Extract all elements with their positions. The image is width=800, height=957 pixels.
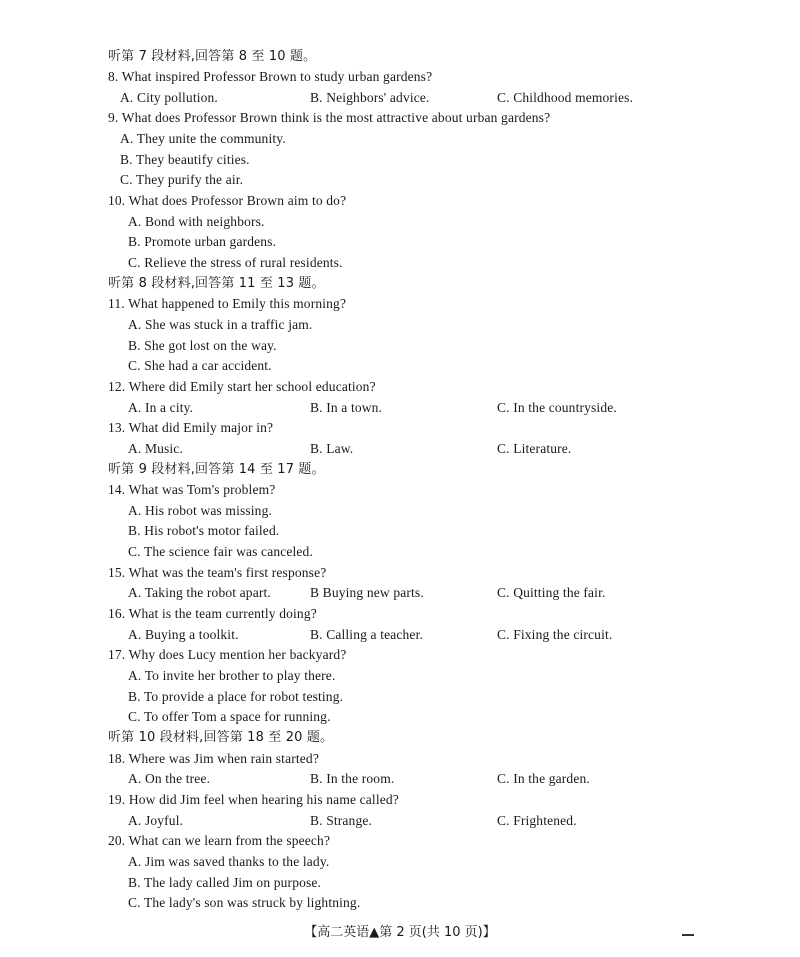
question-19-option-c: C. Frightened. xyxy=(497,813,577,828)
question-15-option-b: B Buying new parts. xyxy=(310,585,424,600)
question-20-option-a: A. Jim was saved thanks to the lady. xyxy=(128,854,330,869)
page-footer: 【高二英语▲第 2 页(共 10 页)】 xyxy=(304,925,496,940)
question-14-stem: 14. What was Tom's problem? xyxy=(108,482,276,497)
section-heading-8: 听第 8 段材料,回答第 11 至 13 题。 xyxy=(108,276,325,291)
question-13-option-b: B. Law. xyxy=(310,441,354,456)
question-10-option-b: B. Promote urban gardens. xyxy=(128,234,277,249)
question-13-option-c: C. Literature. xyxy=(497,441,572,456)
question-10-option-c: C. Relieve the stress of rural residents. xyxy=(128,255,343,270)
question-11-stem: 11. What happened to Emily this morning? xyxy=(108,296,347,311)
question-16-option-c: C. Fixing the circuit. xyxy=(497,627,613,642)
question-14-option-b: B. His robot's motor failed. xyxy=(128,523,280,538)
question-12-option-b: B. In a town. xyxy=(310,400,383,415)
question-10-stem: 10. What does Professor Brown aim to do? xyxy=(108,193,347,208)
question-17-option-c: C. To offer Tom a space for running. xyxy=(128,709,331,724)
question-20-option-c: C. The lady's son was struck by lightning. xyxy=(128,895,361,910)
question-15-option-a: A. Taking the robot apart. xyxy=(128,585,271,600)
question-17-option-b: B. To provide a place for robot testing. xyxy=(128,689,344,704)
question-16-option-b: B. Calling a teacher. xyxy=(310,627,423,642)
question-18-option-a: A. On the tree. xyxy=(128,771,211,786)
question-8-stem: 8. What inspired Professor Brown to study urban gardens? xyxy=(108,69,433,84)
question-17-stem: 17. Why does Lucy mention her backyard? xyxy=(108,647,347,662)
question-18-option-c: C. In the garden. xyxy=(497,771,590,786)
question-16-option-a: A. Buying a toolkit. xyxy=(128,627,239,642)
question-14-option-c: C. The science fair was canceled. xyxy=(128,544,313,559)
question-18-option-b: B. In the room. xyxy=(310,771,395,786)
question-8-option-c: C. Childhood memories. xyxy=(497,90,634,105)
question-19-option-a: A. Joyful. xyxy=(128,813,184,828)
question-11-option-b: B. She got lost on the way. xyxy=(128,338,277,353)
question-14-option-a: A. His robot was missing. xyxy=(128,503,273,518)
question-9-stem: 9. What does Professor Brown think is the most attractive about urban gardens? xyxy=(108,110,551,125)
question-13-option-a: A. Music. xyxy=(128,441,183,456)
question-11-option-a: A. She was stuck in a traffic jam. xyxy=(128,317,313,332)
question-20-stem: 20. What can we learn from the speech? xyxy=(108,833,331,848)
question-10-option-a: A. Bond with neighbors. xyxy=(128,214,265,229)
question-9-option-b: B. They beautify cities. xyxy=(120,152,250,167)
section-heading-10: 听第 10 段材料,回答第 18 至 20 题。 xyxy=(108,730,334,745)
question-11-option-c: C. She had a car accident. xyxy=(128,358,272,373)
question-17-option-a: A. To invite her brother to play there. xyxy=(128,668,336,683)
question-12-option-c: C. In the countryside. xyxy=(497,400,617,415)
section-heading-7: 听第 7 段材料,回答第 8 至 10 题。 xyxy=(108,49,317,64)
question-19-stem: 19. How did Jim feel when hearing his name called? xyxy=(108,792,399,807)
section-heading-9: 听第 9 段材料,回答第 14 至 17 题。 xyxy=(108,462,325,477)
footer-dash-mark xyxy=(682,934,694,936)
question-8-option-a: A. City pollution. xyxy=(120,90,218,105)
question-15-option-c: C. Quitting the fair. xyxy=(497,585,606,600)
question-13-stem: 13. What did Emily major in? xyxy=(108,420,274,435)
question-9-option-c: C. They purify the air. xyxy=(120,172,244,187)
question-12-option-a: A. In a city. xyxy=(128,400,194,415)
question-16-stem: 16. What is the team currently doing? xyxy=(108,606,317,621)
question-8-option-b: B. Neighbors' advice. xyxy=(310,90,430,105)
question-15-stem: 15. What was the team's first response? xyxy=(108,565,327,580)
question-12-stem: 12. Where did Emily start her school education? xyxy=(108,379,376,394)
question-9-option-a: A. They unite the community. xyxy=(120,131,286,146)
question-18-stem: 18. Where was Jim when rain started? xyxy=(108,751,319,766)
question-20-option-b: B. The lady called Jim on purpose. xyxy=(128,875,322,890)
question-19-option-b: B. Strange. xyxy=(310,813,373,828)
